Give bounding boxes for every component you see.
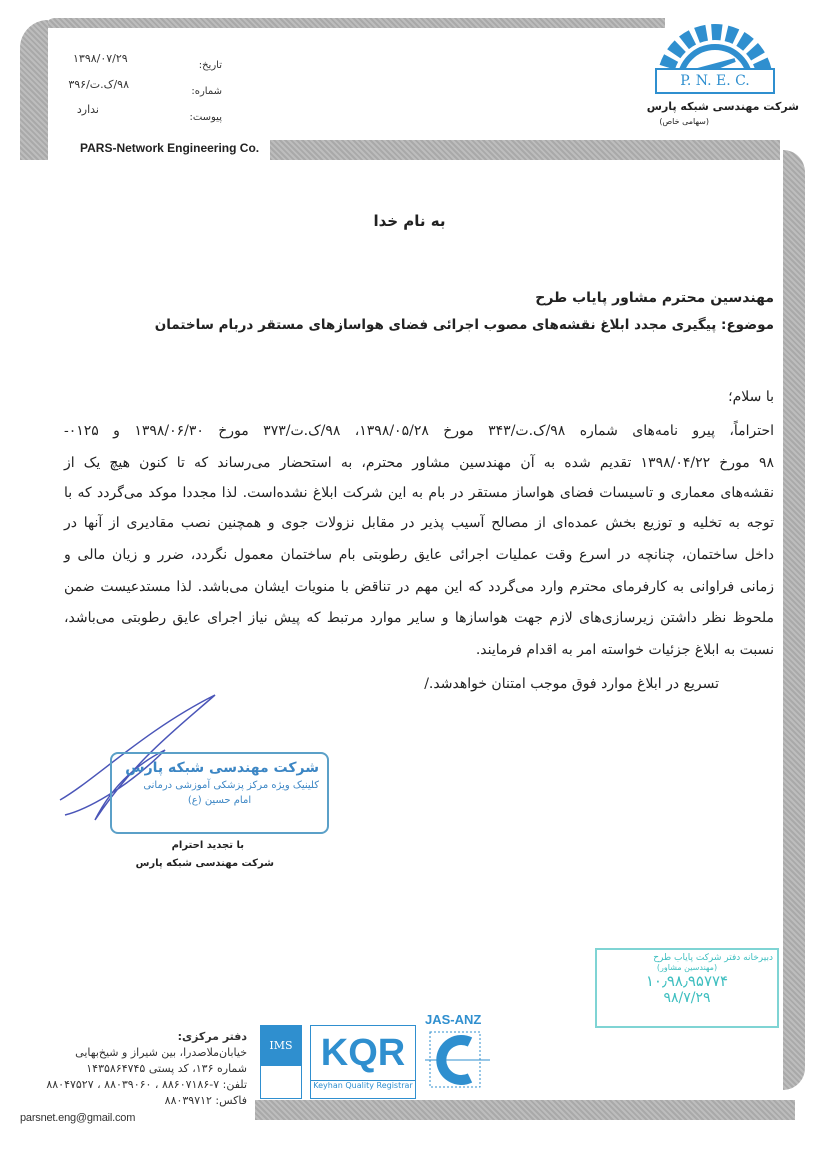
date-label: تاریخ:	[198, 60, 222, 71]
greeting: با سلام؛	[728, 389, 774, 405]
body-line: نقشه‌های معماری و تاسیسات فضای هواساز مستقر در بام به این شرکت ابلاغ نشده‌است. لذا مجددا موکد می‌گردد که با	[64, 485, 774, 501]
receipt-date: ۹۸/۷/۲۹	[663, 990, 711, 1006]
date-value: ۱۳۹۸/۰۷/۲۹	[73, 52, 128, 65]
body-line: زمانی فراوانی به کارفرمای محترم وارد می‌گردد که این مهم در تناقض با منویات ایشان می‌باشد. لذا مستدعیست ضمن	[64, 579, 774, 595]
body-last-line: نسبت به ابلاغ جزئیات خواسته امر به اقدام فرمایند.	[475, 642, 774, 658]
kqr-label: KQR	[320, 1032, 406, 1074]
frame-right	[783, 150, 805, 1090]
company-name-fa: شرکت مهندسی شبکه پارس	[646, 100, 799, 113]
receipt-subtitle: (مهندسین مشاور)	[656, 963, 718, 972]
body-line: توجه به تخلیه و توزیع بخش عمده‌ای از مصالح آسیب پذیر در مقابل نزولات جوی و همچنین نصب مقادیری از آنها در	[64, 515, 774, 531]
company-type-fa: (سهامی خاص)	[659, 117, 709, 126]
company-stamp-line3: امام حسین (ع)	[187, 795, 252, 806]
jasanz-label: JAS-ANZ	[425, 1012, 482, 1027]
frame-bottom	[255, 1100, 795, 1120]
attachment-value: ندارد	[76, 103, 99, 116]
addressee: مهندسین محترم مشاور پایاب طرح	[535, 290, 774, 306]
frame-top	[45, 18, 665, 28]
company-stamp-line2: کلینیک ویژه مرکز پزشکی آموزشی درمانی	[143, 780, 319, 791]
body-line: ملحوظ نظر داشتن زیرسازی‌های لازم جهت هواسازها و سایر موارد مرتبط که پیش نیاز اجرای عایق رطوبتی می‌باشد،	[64, 610, 774, 626]
kqr-caption: Keyhan Quality Registrar	[311, 1080, 415, 1090]
company-stamp	[110, 752, 329, 834]
kqr-certificate	[310, 1025, 416, 1099]
body-line: داخل ساختمان، چنانچه در اسرع وقت عملیات اجرائی عایق رطوبتی بام ساختمان معمول نگردد، ضرر و زیان مالی و	[64, 547, 774, 563]
email-link[interactable]: parsnet.eng@gmail.com	[20, 1112, 136, 1124]
closing: تسریع در ابلاغ موارد فوق موجب امتنان خواهدشد./	[424, 676, 719, 692]
body-line: ۹۸ مورخ ۱۳۹۸/۰۴/۲۲ تقدیم شده به آن مهندسین مشاور محترم، به استحضار می‌رساند که تا کنون هیچ یک از	[64, 455, 774, 471]
subject: موضوع: پیگیری مجدد ابلاغ نقشه‌های مصوب اجرائی فضای هواسازهای مستقر دربام ساختمان	[154, 317, 774, 333]
frame-mid	[270, 140, 780, 160]
receipt-stamp	[595, 948, 779, 1028]
signature-regards: با تجدید احترام	[171, 840, 244, 851]
company-logo	[645, 22, 785, 102]
ims-certificate	[260, 1025, 302, 1099]
logo-text-box: P. N. E. C.	[655, 68, 775, 94]
fax: فاکس: ۸۸۰۳۹۷۱۲	[164, 1094, 247, 1107]
number-value: ۹۸/ک.ت/۳۹۶	[68, 78, 129, 91]
body-line: احتراماً، پیرو نامه‌های شماره ۹۸/ک.ت/۳۴۳ مورخ ۱۳۹۸/۰۵/۲۸، ۹۸/ک.ت/۳۷۳ مورخ ۱۳۹۸/۰۶/۳۰ و ۰۱۲۵-	[64, 423, 775, 439]
company-stamp-line1: شرکت مهندسی شبکه پارس	[125, 760, 319, 776]
frame-left	[20, 20, 48, 160]
receipt-title: دبیرخانه دفتر شرکت پایاب طرح	[653, 953, 773, 963]
ims-label: IMS	[261, 1026, 301, 1066]
company-name-en: PARS-Network Engineering Co.	[80, 141, 260, 155]
phone: تلفن: ۷-۸۸۶۰۷۱۸۶ ، ۸۸۰۳۹۰۶۰ ، ۸۸۰۴۷۵۲۷	[46, 1078, 247, 1091]
number-label: شماره:	[191, 86, 222, 97]
office-label: دفتر مرکزی:	[177, 1030, 247, 1043]
signature-company: شرکت مهندسی شبکه پارس	[135, 858, 274, 869]
address-line1: خیابان‌ملاصدرا، بین شیراز و شیخ‌بهایی	[75, 1046, 247, 1059]
jasanz-logo-icon	[425, 1030, 490, 1090]
attachment-label: پیوست:	[189, 112, 222, 123]
invocation: به نام خدا	[373, 212, 446, 230]
address-line2: شماره ۱۳۶، کد پستی ۱۴۳۵۸۶۴۷۴۵	[86, 1062, 247, 1075]
receipt-number: ۱۰٫۹۸٫۹۵۷۷۴	[645, 972, 729, 990]
